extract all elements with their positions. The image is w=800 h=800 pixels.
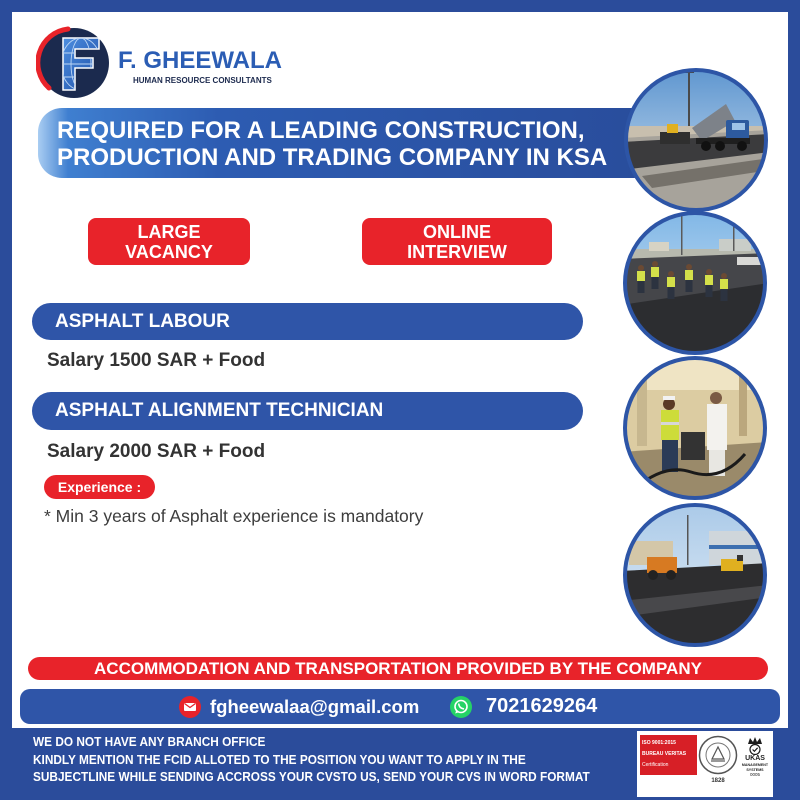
position-title-alignment-technician: ASPHALT ALIGNMENT TECHNICIAN	[32, 392, 583, 430]
headline-line-2: PRODUCTION AND TRADING COMPANY IN KSA	[57, 144, 608, 171]
headline-banner	[38, 108, 640, 178]
company-tagline: HUMAN RESOURCE CONSULTANTS	[133, 76, 272, 85]
contact-email: fgheewalaa@gmail.com	[210, 696, 420, 717]
bureau-veritas-seal-icon	[698, 735, 738, 775]
certifier-name: BUREAU VERITAS	[642, 751, 687, 757]
badge-line-1: ONLINE	[422, 221, 491, 242]
seal-year: 1828	[711, 778, 725, 784]
position-title-asphalt-labour: ASPHALT LABOUR	[32, 303, 583, 340]
contact-phone: 7021629264	[486, 695, 598, 717]
ukas-crown-icon	[744, 735, 766, 755]
ukas-number: 0005	[749, 772, 760, 777]
globe-f-logo-icon	[36, 25, 112, 101]
footer-notice	[33, 733, 590, 786]
online-interview-badge	[362, 218, 552, 265]
photo-asphalt-paving-site	[621, 501, 769, 649]
certification-logos	[637, 731, 773, 797]
headline-line-1: REQUIRED FOR A LEADING CONSTRUCTION,	[57, 117, 585, 144]
bureau-veritas-certification-logo	[640, 735, 697, 775]
position-salary-alignment-technician: Salary 2000 SAR + Food	[47, 441, 266, 462]
experience-label: Experience :	[44, 475, 155, 499]
ukas-name: UKAS	[745, 755, 765, 762]
contact-bar	[20, 689, 780, 724]
badge-line-1: LARGE	[137, 221, 201, 242]
experience-requirement: * Min 3 years of Asphalt experience is mandatory	[44, 506, 424, 526]
iso-standard: ISO 9001:2015	[642, 740, 676, 746]
ukas-note: MANAGEMENT SYSTEMS	[741, 763, 769, 772]
badge-line-2: VACANCY	[125, 241, 213, 262]
position-salary-asphalt-labour: Salary 1500 SAR + Food	[47, 350, 266, 371]
photo-asphalt-dump-truck	[622, 66, 770, 214]
badge-line-2: INTERVIEW	[407, 241, 507, 262]
photo-road-workers	[621, 209, 769, 357]
company-name: F. GHEEWALA	[118, 47, 283, 74]
footer-line-1: WE DO NOT HAVE ANY BRANCH OFFICE	[33, 734, 266, 749]
footer-line-3: SUBJECTLINE WHILE SENDING ACCROSS YOUR CVSTO US, SEND YOUR CVS IN WORD FORMAT	[33, 769, 590, 784]
benefits-banner: ACCOMMODATION AND TRANSPORTATION PROVIDED BY THE COMPANY	[28, 657, 768, 680]
email-icon	[179, 696, 201, 718]
ukas-logo	[740, 735, 770, 778]
whatsapp-icon	[450, 696, 472, 718]
footer-line-2: KINDLY MENTION THE FCID ALLOTED TO THE POSITION YOU WANT TO APPLY IN THE	[33, 751, 526, 767]
photo-site-technicians	[621, 354, 769, 502]
large-vacancy-badge	[88, 218, 250, 265]
certifier-note: Certification	[642, 762, 669, 768]
